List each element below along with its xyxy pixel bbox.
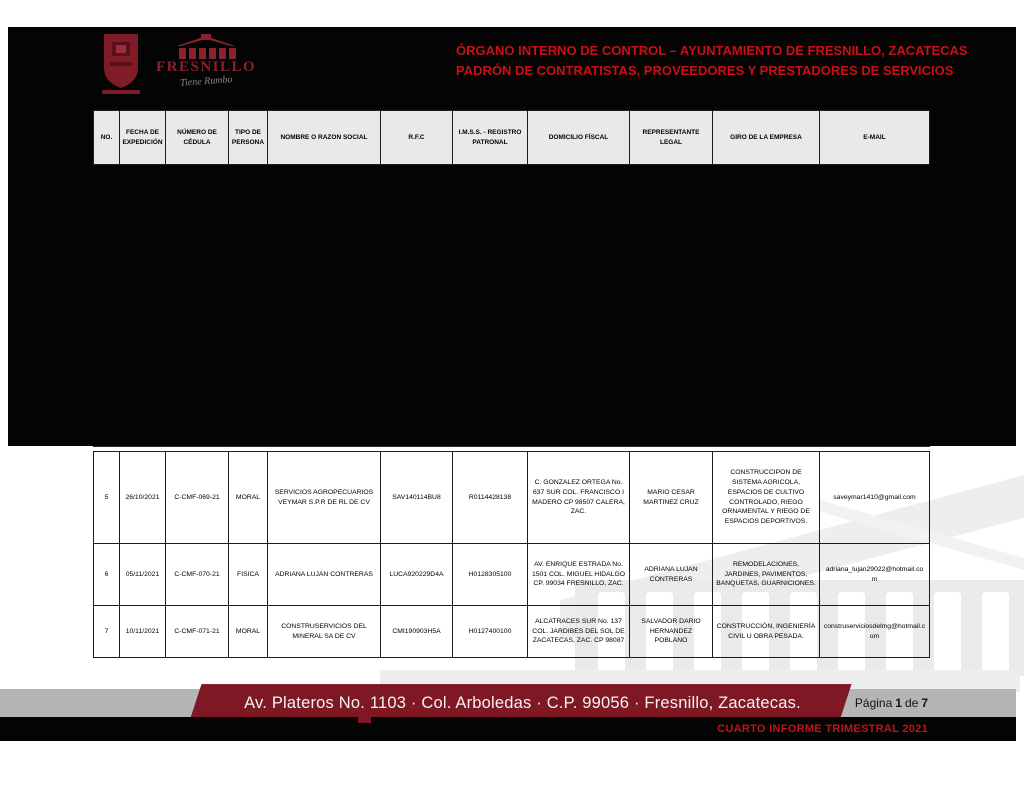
table-row	[93, 544, 930, 606]
cell-email: adriana_lujan29022@hotmail.com	[820, 544, 930, 606]
redacted-block	[8, 27, 1016, 446]
footer-address-bar	[0, 689, 1016, 717]
col-header-email: E-MAIL	[820, 110, 930, 165]
cell-no: 5	[93, 451, 120, 544]
cell-no: 7	[93, 606, 120, 658]
cell-domicilio: ALCATRACES SUR No. 137 COL. JARDIBES DEL SOL DE ZACATECAS, ZAC. CP 98087	[528, 606, 630, 658]
col-header-cedula: NÚMERO DE CÉDULA	[166, 110, 229, 165]
cell-rfc: SAV140114BU8	[381, 451, 453, 544]
cell-representante: MARIO CESAR MARTINEZ CRUZ	[630, 451, 713, 544]
report-title: CUARTO INFORME TRIMESTRAL 2021	[717, 723, 928, 735]
cell-giro: REMODELACIONES, JARDINES, PAVIMENTOS, BANQUETAS, GUARNICIONES.	[713, 544, 820, 606]
table-header-row	[93, 110, 930, 165]
cell-fecha: 05/11/2021	[120, 544, 166, 606]
document-title	[456, 41, 968, 80]
col-header-no: NO.	[93, 110, 120, 165]
title-line-2: PADRÓN DE CONTRATISTAS, PROVEEDORES Y PRESTADORES DE SERVICIOS	[456, 62, 954, 78]
cell-tipo: FISICA	[229, 544, 268, 606]
col-header-nombre: NOMBRE O RAZON SOCIAL	[268, 110, 381, 165]
title-line-1: ÓRGANO INTERNO DE CONTROL – AYUNTAMIENTO DE FRESNILLO, ZACATECAS	[456, 43, 968, 58]
page-indicator	[855, 689, 928, 717]
cell-cedula: C-CMF-071-21	[166, 606, 229, 658]
cell-nombre: SERVICIOS AGROPECUARIOS VEYMAR S.P.R DE RL DE CV	[268, 451, 381, 544]
cell-nombre: CONSTRUSERVICIOS DEL MINERAL SA DE CV	[268, 606, 381, 658]
cell-fecha: 10/11/2021	[120, 606, 166, 658]
cell-nombre: ADRIANA LUJAN CONTRERAS	[268, 544, 381, 606]
cell-representante: SALVADOR DARIO HERNANDEZ POBLANO	[630, 606, 713, 658]
table-grid-remnant-line	[93, 446, 930, 447]
cell-cedula: C-CMF-069-21	[166, 451, 229, 544]
cell-giro: CONSTRUCCIPON DE SISTEMA AGRICOLA, ESPACIOS DE CULTIVO CONTROLADO, RIEGO ORNAMENTAL Y RIEGO DE ESPACIOS DEPORTIVOS.	[713, 451, 820, 544]
cell-rfc: LUCA920229D4A	[381, 544, 453, 606]
page-label: Página	[854, 696, 893, 710]
logo-city-name: FRESNILLO	[156, 59, 257, 75]
col-header-rfc: R.F.C	[381, 110, 453, 165]
building-icon	[167, 34, 245, 60]
cell-imss: H0128305100	[453, 544, 528, 606]
cell-rfc: CMI190903H5A	[381, 606, 453, 658]
city-logo	[156, 34, 256, 87]
col-header-tipo: TIPO DE PERSONA	[229, 110, 268, 165]
table-row	[93, 451, 930, 544]
banner-fold-mark	[358, 716, 371, 723]
cell-domicilio: AV. ENRIQUE ESTRADA No. 1501 COL. MIGUEL HIDALGO CP. 99034 FRESNILLO, ZAC.	[528, 544, 630, 606]
cell-fecha: 26/10/2021	[120, 451, 166, 544]
cell-cedula: C-CMF-070-21	[166, 544, 229, 606]
municipal-logos	[96, 32, 256, 100]
cell-imss: H0127400100	[453, 606, 528, 658]
cell-giro: CONSTRUCCIÓN, INGENIERÍA CIVIL U OBRA PESADA.	[713, 606, 820, 658]
cell-imss: R0114428138	[453, 451, 528, 544]
cell-email: construserviciosdelmg@hotmail.com	[820, 606, 930, 658]
col-header-imss: I.M.S.S. - REGISTRO PATRONAL	[453, 110, 528, 165]
page-current: 1	[895, 696, 902, 710]
cell-domicilio: C. GONZALEZ ORTEGA No. 637 SUR COL. FRANCISCO I MADERO CP 98507 CALERA, ZAC.	[528, 451, 630, 544]
cell-tipo: MORAL	[229, 451, 268, 544]
page-of-label: de	[904, 696, 919, 710]
logo-slogan: Tiene Rumbo	[179, 74, 233, 89]
table-body	[93, 451, 930, 658]
address-text: Av. Plateros No. 1103 · Col. Arboledas · C.P. 99056 · Fresnillo, Zacatecas.	[244, 693, 801, 712]
col-header-domicilio: DOMICILIO FÍSCAL	[528, 110, 630, 165]
footer-report-band	[0, 717, 1016, 741]
col-header-giro: GIRO DE LA EMPRESA	[713, 110, 820, 165]
cell-no: 6	[93, 544, 120, 606]
table-row	[93, 606, 930, 658]
col-header-representante: REPRESENTANTE LEGAL	[630, 110, 713, 165]
cell-representante: ADRIANA LUJAN CONTRERAS	[630, 544, 713, 606]
cell-email: saveymar1410@gmail.com	[820, 451, 930, 544]
shield-logo-icon	[96, 32, 146, 96]
page-total: 7	[921, 696, 928, 710]
col-header-fecha: FECHA DE EXPEDICIÓN	[120, 110, 166, 165]
cell-tipo: MORAL	[229, 606, 268, 658]
